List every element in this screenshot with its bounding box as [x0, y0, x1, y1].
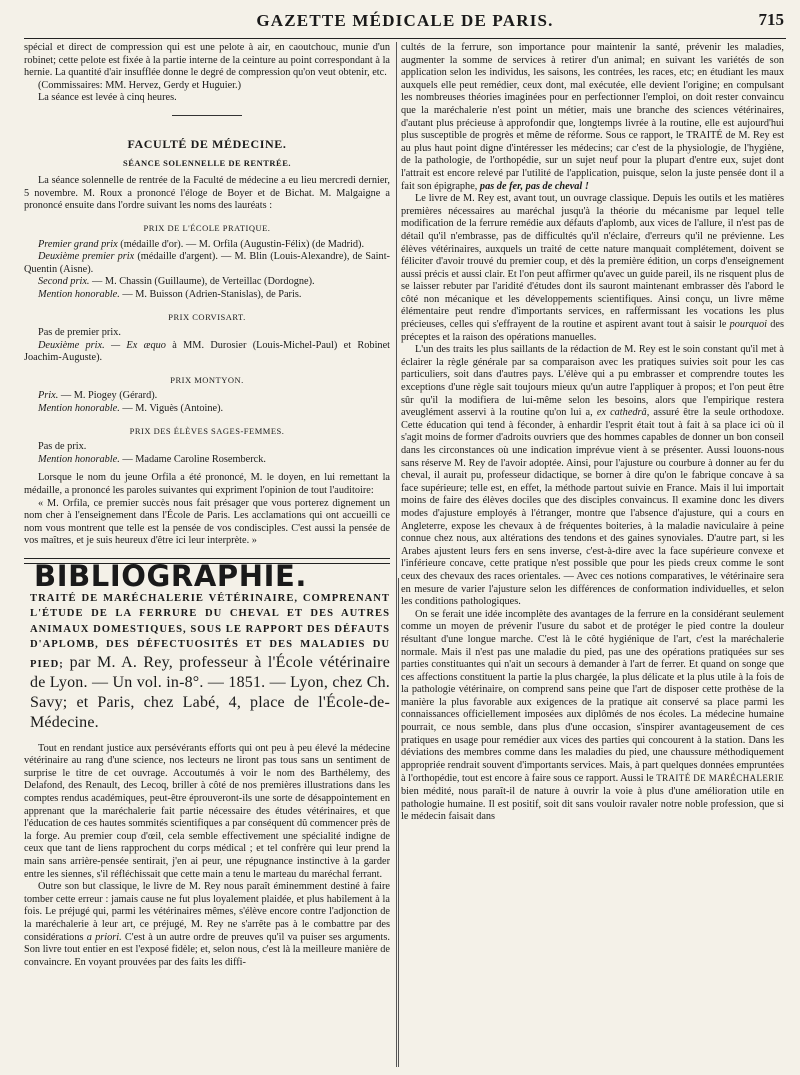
award-label: Prix. — [38, 390, 59, 402]
text-run: des préceptes et la raison des opérations manuelles. — [401, 319, 784, 343]
text-run: L'un des traits les plus saillants de la rédaction de M. Rey est le soin constant qu'il met à éclairer la règle générale par sa comparaison avec les pratiques suivies soit pour les cas particuliers, soit dans d'autres pays. L'élève qui a pu embrasser et comprendre toutes les exceptions d'une règle sait toujours mieux qu'un autre l'appliquer à propos; et l'on peut être sûr qu'il la modifiera de lui-même selon les besoins, alors que l'empirique restera aveuglément asservi à la routine qu'on lui a, — [401, 344, 784, 419]
review-paragraph — [401, 609, 784, 824]
page-number: 715 — [758, 10, 784, 29]
right-column — [401, 42, 784, 1070]
award-text: à MM. Durosier (Louis-Michel-Paul) et Robinet Joachim-Auguste). — [24, 339, 390, 364]
laureate-line — [24, 403, 390, 416]
review-paragraph — [401, 42, 784, 193]
laureate-line — [24, 289, 390, 302]
faculte-heading: FACULTÉ DE MÉDECINE. — [127, 136, 287, 151]
academy-report-end: spécial et direct de compression qui est une pelote à air, en caoutchouc, munie d'un robinet; cette pelote est fixée à la partie interne de la ceinture au point correspondant à la hernie. La quantité d'air insufflée donne le degré de compression qu'on veut obtenir, etc. — [24, 42, 390, 79]
text-run: cultés de la ferrure, son importance pour maintenir la santé, prévenir les maladies, augmenter la somme de services à retirer d'un animal; en suivant les variétés de son application selon les individus, les saisons, les contrées, les races, etc; en étudiant les maux auxquels elle peut remédier, ceux dont, mal exécutée, elle devient l'origine; en compulsant les nombreuses théories imaginées pour en perfectionner l'emploi, on doit rester convaincu que la maréchalerie n'est point un métier, mais une branche des sciences vétérinaires, d'autant plus précieuse à approfondir que, longtemps livrée à la routine, elle est aujourd'hui plus susceptible de progrès et même de réforme. Sous ce rapport, le TRAITÉ de M. Rey est au plus haut point digne d'intéresser les médecins; car c'est de la physiologie, de l'hygiène, de la pathologie, de l'orthopédie, sur un sujet neuf pour la plupart d'entre eux, sujet dont l'attrait est encore relevé par l'utilité de l'application, puisque, selon la juste pensée dont il a fait son épigraphe, — [401, 42, 784, 192]
text-run: bien médité, nous paraît-il de nature à ouvrir la voie à plus d'une amélioration utile en pathologie humaine. Il est positif, soit dit sans vouloir ravaler notre noble profession, que si le médecin faisait dans — [401, 786, 784, 823]
award-text: — Madame Caroline Rosemberck. — [119, 453, 266, 465]
orfila-paragraph: Lorsque le nom du jeune Orfila a été prononcé, M. le doyen, en lui remettant la médaille, a prononcé les paroles suivantes qui expriment l'opinion de tout l'auditoire: — [24, 472, 390, 497]
award-label: Deuxième premier prix — [38, 251, 135, 263]
laureate-line: Pas de premier prix. — [38, 327, 121, 339]
laureate-line — [24, 454, 390, 467]
book-author-imprint: par M. A. Rey, professeur à l'École vétérinaire de Lyon. — Un vol. in-8°. — 1851. — Lyon, chez Ch. Savy; et Paris, chez Labé, 4, place de l'École-de-Médecine. — [30, 653, 390, 731]
text-run: C'est à un autre ordre de preuves qu'il va puiser ses arguments. Son livre tout entier en est l'exposé fidèle; et, selon nous, c'est là la meilleure manière de convaincre. En voyant prouvées par des faits les diffi- — [24, 931, 390, 968]
text-run: assuré être la seule orthodoxe. Cette éducation qui tend à féconder, à enhardir l'esprit était tout à fait à sa place ici où il s'agit moins de former d'adroits ouvriers que des hommes capables de donner un bon conseil dans les circonstances où une indication imprévue vient à se présenter. Aussi louons-nous sans réserve M. Rey de l'avoir adoptée. Ainsi, pour l'ajusture ou courbure à donner au fer du cheval, il aurait pu, professeur didactique, se borner à dire qu'on le fabrique concave à sa face supérieure; telle est, en effet, la méthode partout suivie en France. Mais il lui importait moins de faire des élèves dociles que des disciples convaincus. Il examine donc les divers modes d'ajusture employés à l'étranger, montre que l'absence d'ajusture, qui a cours en Angleterre, expose les chevaux à de fréquentes boiteries, à la maladie naviculaire à peine connue chez nous, aux altérations des tendons et des gaines synoviales. D'autre part, si les Arabes ajustent leurs fers en sens inverse, c'est-à-dire avec la face supérieure convexe et l'inférieure concave, cette pratique n'est possible que pour les pieds creux comme le sont ceux des chevaux des races orientales. — Avec ces notions comparatives, le vétérinaire sera en mesure de varier l'ajusture selon les différences de conformation individuelles, et selon les conditions pathologiques. — [401, 407, 784, 608]
left-column — [24, 42, 390, 1070]
award-text: — M. Piogey (Gérard). — [58, 390, 158, 402]
prix-sages-femmes-heading: PRIX DES ÉLÈVES SAGES-FEMMES. — [129, 425, 285, 436]
award-text: (médaille d'argent). — M. Blin (Louis-Alexandre), de Saint-Quentin (Aisne). — [24, 251, 390, 275]
column-rule-double — [398, 578, 399, 1067]
page-header — [24, 8, 786, 39]
epigraph: pas de fer, pas de cheval ! — [479, 180, 589, 192]
award-text: (médaille d'or). — M. Orfila (Augustin-Félix) (de Madrid). — [117, 238, 365, 250]
emphasis: ex cathedrâ, — [596, 407, 650, 419]
award-label: Deuxième prix. — Ex æquo — [38, 339, 166, 351]
award-label: Premier grand prix — [38, 238, 118, 250]
laureate-line — [24, 276, 390, 289]
book-title-caps: TRAITÉ DE MARÉCHALERIE VÉTÉRINAIRE, COMPRENANT L'ÉTUDE DE LA FERRURE DU CHEVAL ET DES AUTRES ANIMAUX DOMESTIQUES, SOUS LE RAPPORT DES DÉFAUTS D'APLOMB, DES DÉFECTUOSITÉS ET DES MALADIES DU PIED; — [30, 592, 390, 670]
prix-pratique-heading: PRIX DE L'ÉCOLE PRATIQUE. — [143, 222, 271, 233]
award-label: Mention honorable. — [38, 288, 120, 300]
award-label: Mention honorable. — [38, 403, 120, 415]
laureate-line — [24, 390, 390, 403]
commissaires-line: (Commissaires: MM. Hervez, Gerdy et Huguier.) — [38, 79, 242, 91]
emphasis: a priori. — [86, 931, 122, 943]
text-run: Outre son but classique, le livre de M. Rey nous paraît éminemment destiné à faire tomber cette erreur : jamais cause ne fut plus loyalement plaidée, et plus habilement à la fois. Le préjugé qui, parmi les vétérinaires mêmes, s'élève encore contre l'adjonction de la maréchalerie à leur art, ce préjugé, M. Rey ne s'arrête pas à le combattre par des considérations — [24, 881, 390, 943]
bibliographie-heading: BIBLIOGRAPHIE. — [34, 559, 308, 593]
doyen-quote: « M. Orfila, ce premier succès nous fait présager que vous porterez dignement un nom cher à l'enseignement dans l'École de Paris. Les acclamations qui ont accueilli ce nom vous montrent que telle est la pensée de vos condisciples. C'est aussi la pensée de vos maîtres, et je suis heureux d'être ici leur interprète. » — [24, 497, 390, 547]
laureate-line — [24, 340, 390, 365]
review-paragraph: Tout en rendant justice aux persévérants efforts qui ont peu à peu élevé la médecine vétérinaire au rang d'une science, nos lecteurs ne liront pas tous sans un sentiment de surprise le titre de cet ouvrage. Accoutumés à voir le nom des Barthélemy, des Delafond, des Renault, des Lecoq, briller à côté de nos premières illustrations dans les comptes rendus académiques, peut-être éprouveront-ils une sorte de désappointement en apprenant que la maréchalerie fait partie nécessaire des études vétérinaires, et que l'éducation de ces hautes sommités scientifiques a par conséquent dû commencer près de la forge. Au premier coup d'œil, cela semble effectivement une spécialité indigne de ceux que tant de liens rapprochent du corps médical ; et tel confrère qui leur prend la main sans arrière-pensée sentirait, j'en ai peur, une répugnance instinctive à la garder entre les siennes, s'il réfléchissait que cette main a tenu le marteau du maréchal ferrant. — [24, 742, 390, 880]
laureate-line — [24, 239, 390, 252]
seance-subheading: SÉANCE SOLENNELLE DE RENTRÉE. — [122, 157, 291, 168]
laureate-line: Pas de prix. — [38, 441, 87, 453]
section-divider — [172, 115, 242, 116]
review-paragraph — [24, 881, 390, 969]
seance-closing: La séance est levée à cinq heures. — [38, 92, 177, 104]
award-text: — M. Viguès (Antoine). — [119, 403, 224, 415]
column-rule — [396, 42, 397, 1067]
journal-title: GAZETTE MÉDICALE DE PARIS. — [256, 11, 554, 30]
review-paragraph — [401, 193, 784, 344]
laureate-line — [24, 251, 390, 276]
book-title — [30, 591, 390, 733]
prix-corvisart-heading: PRIX CORVISART. — [168, 311, 246, 322]
review-paragraph — [401, 344, 784, 608]
award-text: — M. Buisson (Adrien-Stanislas), de Paris. — [119, 288, 302, 300]
small-caps-title: TRAITÉ DE MARÉCHALERIE — [656, 773, 784, 784]
award-label: Mention honorable. — [38, 453, 120, 465]
text-run: Le livre de M. Rey est, avant tout, un ouvrage classique. Depuis les outils et les matières premières nécessaires au maréchal jusqu'à la théorie du mécanisme par lequel telle modification de la ferrure remédie aux défauts d'aplomb, aux vices de l'allure, il n'est pas de détail qu'il n'embrasse, pas de difficultés qu'il n'éclaire, d'erreurs qu'il ne prévienne. Les élèves vétérinaires, auxquels un traité de cette nature manquait complétement, doivent se féliciter d'avoir trouvé du premier coup, et dès la première édition, un corps d'enseignement aussi précis et aussi clair. Et l'on peut affirmer qu'avec un guide pareil, ils ne risquent plus de se laisser rebuter par l'aridité d'études dont ils sauront maintenant embrasser dès l'abord le côté non mécanique et les développements scientifiques. Ainsi conçu, un livre même élémentaire peut rendre d'importants services, en raffermissant les vocations les plus précieuses, celles qui s'effrayent de la routine et aspirent avant tout à saisir le — [401, 193, 784, 331]
prix-montyon-heading: PRIX MONTYON. — [170, 374, 244, 385]
faculte-intro: La séance solennelle de rentrée de la Faculté de médecine a eu lieu mercredi dernier, 5 novembre. M. Roux a prononcé l'éloge de Boyer et de Bichat. M. Malgaigne a prononcé ensuite dans l'ordre suivant les noms des lauréats : — [24, 175, 390, 212]
award-label: Second prix. — [38, 276, 90, 288]
emphasis: pourquoi — [729, 319, 768, 331]
text-run: On se ferait une idée incomplète des avantages de la ferrure en la considérant seulement comme un moyen de prévenir l'usure du sabot et de protéger le pied contre la douleur résultant d'une longue marche. C'est là le côté hygiénique de l'art, c'est la maréchalerie normale. Mais il n'est pas une maladie du pied, pas une des opérations pratiquées sur ses parties constituantes qui n'ait un secours à demander à l'art de ferrer. Et quand on songe que ces affections constituent la partie la plus chargée, la plus délicate et la plus utile à la fois de la pathologie vétérinaire, on comprend sans peine que l'art de disposer cette prothèse de la manière la plus favorable aux exigences de la pratique ait conservé sa place parmi les connaissances officiellement imposées aux diplômés de nos écoles. La médecine humaine pourrait, ce nous semble, dans plus d'une occasion, s'inspirer avantageusement de ces pratiques en usage pour remédier aux vices des parties qui concourent à la station. Dans les déviations des membres comme dans les maladies du pied, une chaussure méthodiquement appropriée rendrait souvent d'importants services. Mais, à part quelques données empruntées à l'orthopédie, tout est encore à faire sous ce rapport. Aussi le — [401, 608, 784, 785]
award-text: — M. Chassin (Guillaume), de Verteillac (Dordogne). — [89, 276, 315, 288]
